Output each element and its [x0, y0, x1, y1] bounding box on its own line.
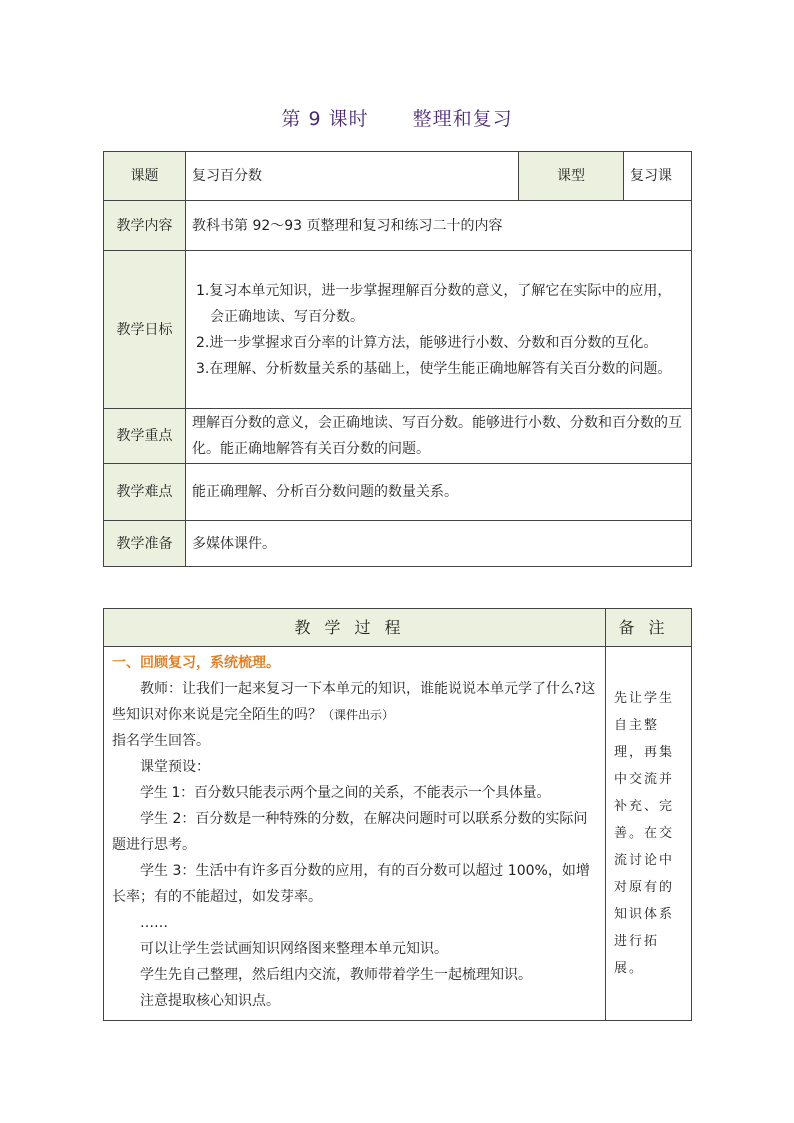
goals-label: 教学日标: [104, 251, 186, 409]
student-3: 学生 3：生活中有许多百分数的应用，有的百分数可以超过 100%，如增长率；有的不能超过，如发芽率。: [112, 863, 590, 905]
key-row: [104, 409, 692, 464]
ellipsis: ……: [140, 915, 168, 931]
difficulty-row: [104, 464, 692, 521]
goal-item: 2.进一步掌握求百分率的计算方法，能够进行小数、分数和百分数的互化。: [196, 334, 658, 351]
type-value: 复习课: [624, 152, 692, 201]
goal-item: 3.在理解、分析数量关系的基础上，使学生能正确地解答有关百分数的问题。: [196, 360, 672, 377]
topic-value: 复习百分数: [186, 152, 519, 201]
content-value: 教科书第 92～93 页整理和复习和练习二十的内容: [186, 201, 692, 251]
goal-item: 1.复习本单元知识，进一步掌握理解百分数的意义，了解它在实际中的应用，会正确地读、写百分数。: [196, 282, 672, 325]
prep-label: 教学准备: [104, 521, 186, 567]
difficulty-label: 教学难点: [104, 464, 186, 521]
key-label: 教学重点: [104, 409, 186, 464]
preset-label: 课堂预设：: [140, 759, 210, 775]
prep-value: 多媒体课件。: [186, 521, 692, 567]
prep-row: [104, 521, 692, 567]
lesson-name: 整理和复习: [412, 108, 513, 130]
difficulty-value: 能正确理解、分析百分数问题的数量关系。: [186, 464, 692, 521]
page-title: [0, 104, 794, 131]
teacher-line: 教师：让我们一起来复习一下本单元的知识，谁能说说本单元学了什么?这些知识对你来说是完全陌生的吗？（课件出示）: [112, 681, 596, 723]
group-line: 学生先自己整理，然后组内交流，教师带着学生一起梳理知识。: [140, 967, 532, 983]
student-1: 学生 1：百分数只能表示两个量之间的关系，不能表示一个具体量。: [140, 785, 551, 801]
core-points-line: 注意提取核心知识点。: [140, 993, 280, 1009]
answer-line: 指名学生回答。: [112, 733, 210, 749]
lesson-number: 第 9 课时: [281, 108, 369, 130]
process-content: [104, 647, 606, 1021]
goals-row: [104, 251, 692, 409]
key-value: 理解百分数的意义，会正确地读、写百分数。能够进行小数、分数和百分数的互化。能正确地解答有关百分数的问题。: [186, 409, 692, 464]
process-body-row: [104, 647, 692, 1021]
student-2: 学生 2：百分数是一种特殊的分数，在解决问题时可以联系分数的实际问题进行思考。: [112, 811, 588, 853]
lesson-info-table: [103, 151, 692, 567]
note-header: 备注: [606, 609, 692, 647]
goals-list: [186, 251, 692, 409]
process-header-row: [104, 609, 692, 647]
content-row: [104, 201, 692, 251]
topic-label: 课题: [104, 152, 186, 201]
teaching-process-table: [103, 608, 692, 1021]
note-content: 先让学生自主整理，再集中交流并补充、完善。在交流讨论中对原有的知识体系进行拓展。: [606, 647, 692, 1021]
process-header: 教学过程: [104, 609, 606, 647]
topic-row: [104, 152, 692, 201]
section-heading: 一、回顾复习，系统梳理。: [112, 655, 280, 671]
content-label: 教学内容: [104, 201, 186, 251]
teacher-note: （课件出示）: [322, 708, 395, 722]
knowledge-map-line: 可以让学生尝试画知识网络图来整理本单元知识。: [140, 941, 448, 957]
type-label: 课型: [519, 152, 624, 201]
